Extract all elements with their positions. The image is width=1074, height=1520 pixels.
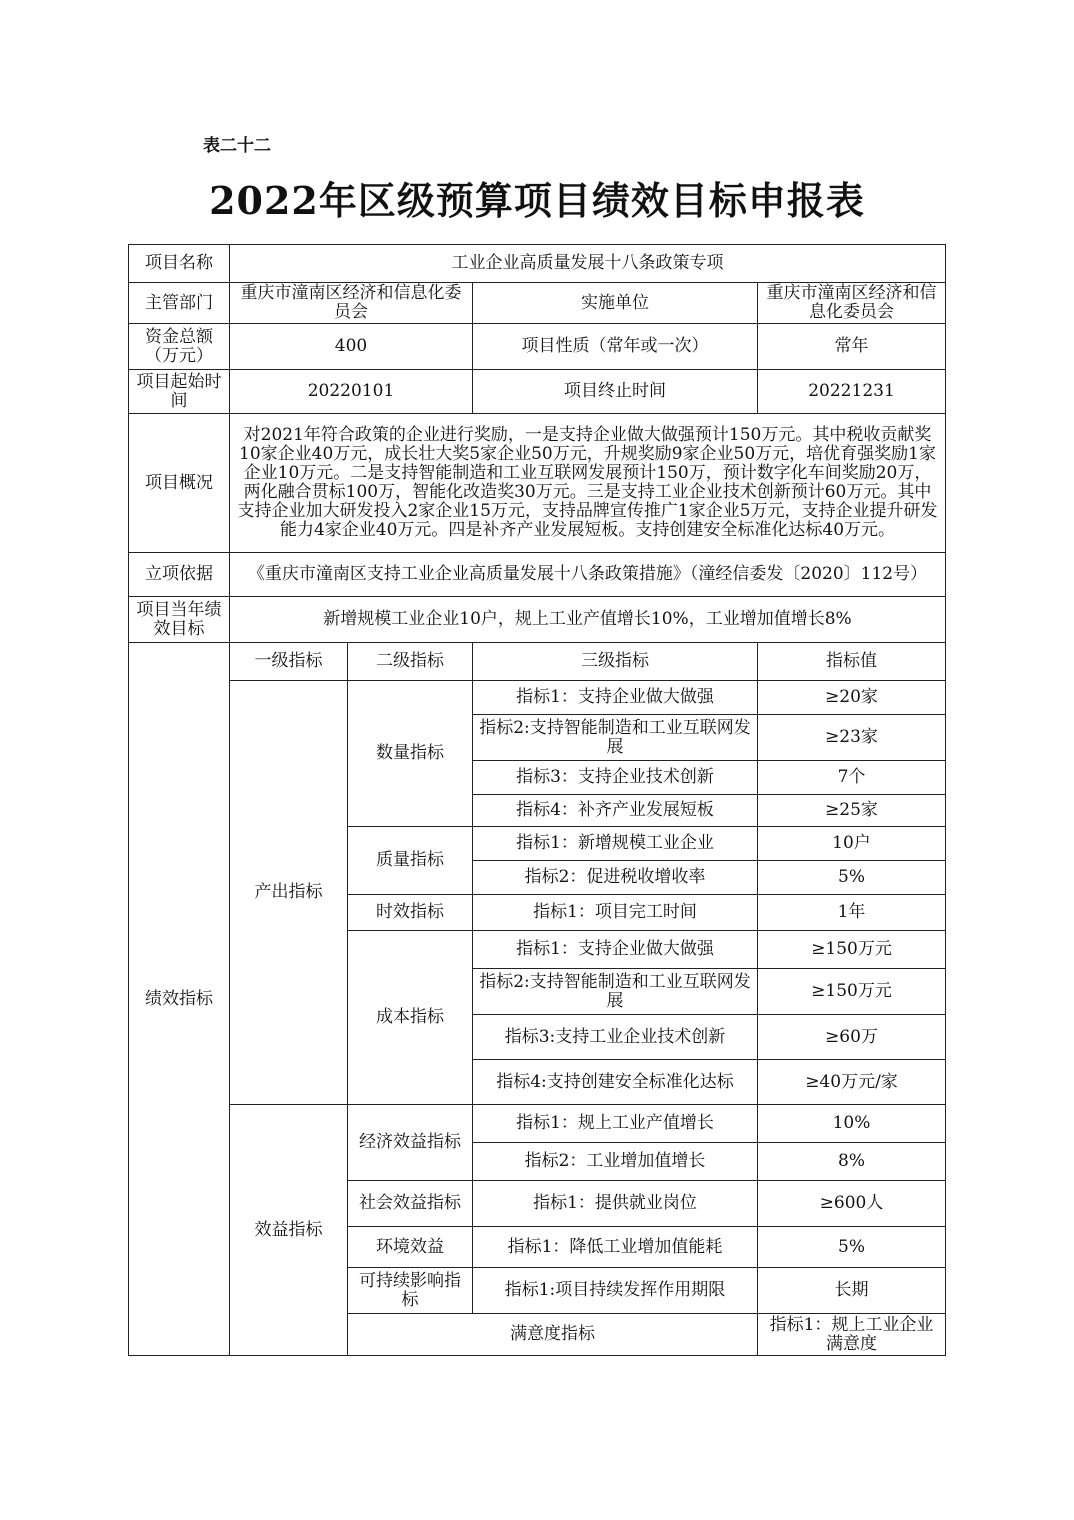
indicator-value: 1年 — [758, 895, 946, 931]
table-number-label: 表二十二 — [203, 136, 271, 156]
indicator-name: 指标1:项目持续发挥作用期限 — [473, 1268, 758, 1314]
project-name-value: 工业企业高质量发展十八条政策专项 — [230, 245, 946, 283]
row-basis — [129, 553, 946, 597]
indicator-name: 指标2:支持智能制造和工业互联网发展 — [473, 715, 758, 761]
indicator-name: 指标1：支持企业做大做强 — [473, 681, 758, 715]
project-name-label: 项目名称 — [129, 245, 230, 283]
social-indicator-label: 社会效益指标 — [348, 1181, 473, 1227]
row-project-name — [129, 245, 946, 283]
end-value: 20221231 — [758, 370, 946, 414]
table-row — [129, 681, 946, 715]
indicator-value: 5% — [758, 861, 946, 895]
indicator-name: 指标1：规上工业产值增长 — [473, 1105, 758, 1143]
sustain-indicator-label: 可持续影响指标 — [348, 1268, 473, 1314]
quantity-indicator-label: 数量指标 — [348, 681, 473, 827]
impl-value: 重庆市潼南区经济和信息化委员会 — [758, 283, 946, 324]
indicator-value: ≥23家 — [758, 715, 946, 761]
indicator-value: ≥20家 — [758, 681, 946, 715]
start-value: 20220101 — [230, 370, 473, 414]
row-period — [129, 370, 946, 414]
end-label: 项目终止时间 — [473, 370, 758, 414]
indicator-value: 长期 — [758, 1268, 946, 1314]
fund-label: 资金总额（万元） — [129, 324, 230, 370]
output-indicator-label: 产出指标 — [230, 681, 348, 1105]
goal-label: 项目当年绩效目标 — [129, 597, 230, 643]
indicator-name: 指标3：支持企业技术创新 — [473, 761, 758, 795]
indicator-name: 指标2：工业增加值增长 — [473, 1143, 758, 1181]
performance-form-table — [128, 244, 946, 1356]
row-goal — [129, 597, 946, 643]
basis-value: 《重庆市潼南区支持工业企业高质量发展十八条政策措施》（潼经信委发〔2020〕112号） — [230, 553, 946, 597]
indicator-value: ≥25家 — [758, 795, 946, 827]
table-row — [129, 1105, 946, 1143]
header-level2: 二级指标 — [348, 643, 473, 681]
benefit-indicator-label: 效益指标 — [230, 1105, 348, 1356]
indicator-name: 指标1：项目完工时间 — [473, 895, 758, 931]
impl-label: 实施单位 — [473, 283, 758, 324]
indicator-value: 5% — [758, 1227, 946, 1268]
basis-label: 立项依据 — [129, 553, 230, 597]
indicator-name: 指标1：规上工业企业满意度 — [758, 1314, 946, 1356]
indicator-value: 10户 — [758, 827, 946, 861]
indicator-value: 10% — [758, 1105, 946, 1143]
dept-label: 主管部门 — [129, 283, 230, 324]
header-level1: 一级指标 — [230, 643, 348, 681]
economic-indicator-label: 经济效益指标 — [348, 1105, 473, 1181]
start-label: 项目起始时间 — [129, 370, 230, 414]
goal-value: 新增规模工业企业10户，规上工业产值增长10%，工业增加值增长8% — [230, 597, 946, 643]
indicator-name: 指标1：支持企业做大做强 — [473, 931, 758, 969]
indicator-name: 指标4：补齐产业发展短板 — [473, 795, 758, 827]
overview-value: 对2021年符合政策的企业进行奖励，一是支持企业做大做强预计150万元。其中税收贡献奖10家企业40万元，成长壮大奖5家企业50万元，升规奖励9家企业50万元，培优育强奖励1家企业10万元。二是支持智能制造和工业互联网发展预计150万，预计数字化车间奖励20万，两化融合贯标100万，智能化改造奖30万元。三是支持工业企业技术创新预计60万元。其中支持企业加大研发投入2家企业15万元，支持品牌宣传推广1家企业5万元，支持企业提升研发能力4家企业40万元。四是补齐产业发展短板。支持创建安全标准化达标40万元。 — [230, 414, 946, 553]
row-fund — [129, 324, 946, 370]
indicator-name: 指标1：新增规模工业企业 — [473, 827, 758, 861]
nature-label: 项目性质（常年或一次） — [473, 324, 758, 370]
env-indicator-label: 环境效益 — [348, 1227, 473, 1268]
cost-indicator-label: 成本指标 — [348, 931, 473, 1105]
header-value: 指标值 — [758, 643, 946, 681]
dept-value: 重庆市潼南区经济和信息化委员会 — [230, 283, 473, 324]
indicator-name: 指标4:支持创建安全标准化达标 — [473, 1060, 758, 1105]
indicator-value: ≥600人 — [758, 1181, 946, 1227]
perf-section-label: 绩效指标 — [129, 643, 230, 1356]
indicator-value: ≥150万元 — [758, 931, 946, 969]
satisfaction-indicator-label: 满意度指标 — [348, 1314, 758, 1356]
indicator-value: ≥150万元 — [758, 969, 946, 1015]
indicator-name: 指标3:支持工业企业技术创新 — [473, 1015, 758, 1060]
indicator-value: 8% — [758, 1143, 946, 1181]
overview-label: 项目概况 — [129, 414, 230, 553]
row-department — [129, 283, 946, 324]
nature-value: 常年 — [758, 324, 946, 370]
fund-value: 400 — [230, 324, 473, 370]
indicator-name: 指标1：降低工业增加值能耗 — [473, 1227, 758, 1268]
document-title: 2022年区级预算项目绩效目标申报表 — [209, 178, 865, 223]
indicator-name: 指标2:支持智能制造和工业互联网发展 — [473, 969, 758, 1015]
indicator-name: 指标2：促进税收增收率 — [473, 861, 758, 895]
indicator-value: ≥40万元/家 — [758, 1060, 946, 1105]
indicator-value: 7个 — [758, 761, 946, 795]
quality-indicator-label: 质量指标 — [348, 827, 473, 895]
indicator-name: 指标1：提供就业岗位 — [473, 1181, 758, 1227]
perf-header-row — [129, 643, 946, 681]
row-overview — [129, 414, 946, 553]
timeliness-indicator-label: 时效指标 — [348, 895, 473, 931]
header-level3: 三级指标 — [473, 643, 758, 681]
indicator-value: ≥60万 — [758, 1015, 946, 1060]
